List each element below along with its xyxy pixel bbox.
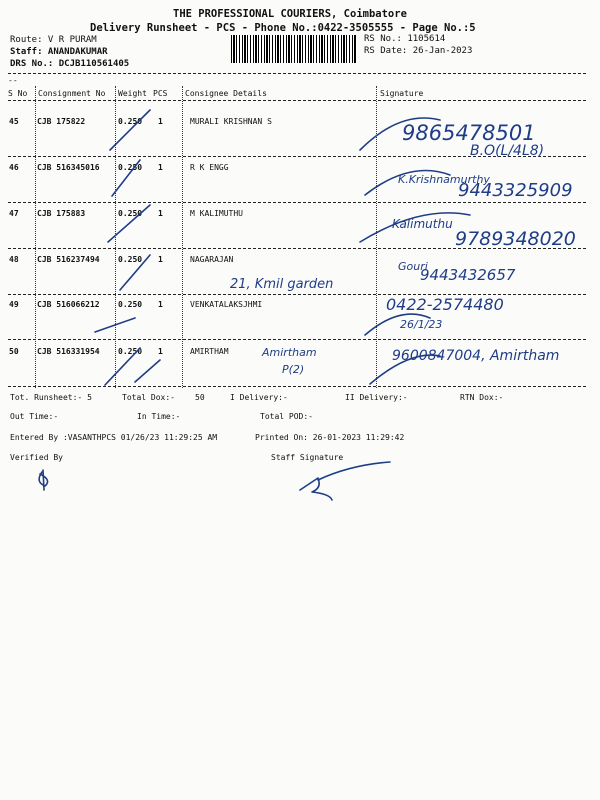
i-delivery: I Delivery:-: [230, 393, 288, 402]
ii-delivery: II Delivery:-: [345, 393, 408, 402]
row-sno: 46: [9, 163, 19, 172]
entered-by: Entered By :VASANTHPCS 01/26/23 11:29:25 AM: [10, 433, 218, 442]
out-time: Out Time:-: [10, 412, 59, 421]
row-consignment: CJB 516237494: [37, 255, 100, 264]
row-consignee: AMIRTHAM: [190, 347, 229, 356]
row-sno: 48: [9, 255, 19, 264]
in-time: In Time:-: [137, 412, 181, 421]
hand-row50-pcs: P(2): [282, 363, 305, 376]
row-pcs: 1: [158, 117, 163, 126]
hand-row48-name: Gouri: [398, 260, 428, 273]
row-consignment: CJB 175822: [37, 117, 86, 126]
row-consignment: CJB 516331954: [37, 347, 100, 356]
row-consignment: CJB 175883: [37, 209, 86, 218]
company-title: THE PROFESSIONAL COURIERS, Coimbatore: [173, 8, 407, 20]
verified-signature: [39, 470, 47, 490]
col-weight: Weight: [118, 89, 147, 98]
route-label: Route: V R PURAM: [10, 35, 97, 45]
row-sno: 49: [9, 300, 19, 309]
staff-signature-label: Staff Signature: [271, 453, 344, 462]
row-weight: 0.250: [118, 255, 143, 264]
tick-mark: [112, 160, 143, 196]
row-pcs: 1: [158, 163, 163, 172]
hand-row50-name: Amirtham: [262, 346, 317, 359]
row-weight: 0.250: [118, 163, 143, 172]
hand-row50-phone: 9600847004, Amirtham: [392, 348, 560, 364]
row-pcs: 1: [158, 209, 163, 218]
row-sno: 45: [9, 117, 19, 126]
row-consignee: R K ENGG: [190, 163, 229, 172]
row-consignee: MURALI KRISHNAN S: [190, 117, 272, 126]
hand-row46-name: K.Krishnamurthy: [398, 173, 490, 186]
total-dox-label: Total Dox:-: [122, 393, 175, 402]
row-sno: 50: [9, 347, 19, 356]
row-weight: 0.250: [118, 300, 143, 309]
hand-row45-note: B.O(L/4L8): [470, 143, 545, 159]
tick-mark: [120, 255, 150, 290]
printed-on: Printed On: 26-01-2023 11:29:42: [255, 433, 405, 442]
verified-by: Verified By: [10, 453, 63, 462]
row-weight: 0.250: [118, 347, 143, 356]
tick-mark: [110, 110, 150, 150]
row-consignee: M KALIMUTHU: [190, 209, 243, 218]
divider-marks: --: [8, 76, 18, 85]
hand-row48-address: 21, Kmil garden: [230, 277, 334, 292]
row-pcs: 1: [158, 255, 163, 264]
row-pcs: 1: [158, 347, 163, 356]
col-consignee: Consignee Details: [185, 89, 267, 98]
staff-label: Staff: ANANDAKUMAR: [10, 47, 108, 57]
staff-signature: [300, 462, 390, 500]
tick-mark: [108, 205, 150, 242]
row-consignee: VENKATALAKSJHMI: [190, 300, 263, 309]
row-consignment: CJB 516345016: [37, 163, 100, 172]
tick-mark: [105, 347, 143, 385]
tick-mark: [95, 318, 135, 332]
hand-row48-phone: 9443432657: [420, 266, 516, 284]
total-pod: Total POD:-: [260, 412, 313, 421]
row-consignee: NAGARAJAN: [190, 255, 234, 264]
hand-row46-phone: 9443325909: [458, 180, 573, 201]
drs-number: DRS No.: DCJB110561405: [10, 59, 130, 69]
col-pcs: PCS: [153, 89, 168, 98]
row-pcs: 1: [158, 300, 163, 309]
row-sno: 47: [9, 209, 19, 218]
hand-row49-date: 26/1/23: [400, 318, 443, 331]
runsheet-subtitle: Delivery Runsheet - PCS - Phone No.:0422-3505555 - Page No.:5: [90, 22, 476, 34]
col-consignment: Consignment No: [38, 89, 106, 98]
hand-row47-phone: 9789348020: [455, 228, 576, 250]
col-signature: Signature: [380, 89, 424, 98]
rtn-dox: RTN Dox:-: [460, 393, 504, 402]
rs-date: RS Date: 26-Jan-2023: [364, 46, 473, 56]
row-weight: 0.250: [118, 209, 143, 218]
total-dox-value: 50: [195, 393, 205, 402]
hand-row47-name: Kalimuthu: [392, 217, 453, 231]
tot-runsheet: Tot. Runsheet:- 5: [10, 393, 92, 402]
col-sno: S No: [8, 89, 28, 98]
row-consignment: CJB 516066212: [37, 300, 100, 309]
row-weight: 0.250: [118, 117, 143, 126]
hand-row49-phone: 0422-2574480: [386, 295, 504, 314]
tick-mark: [135, 360, 160, 382]
hand-row45-phone: 9865478501: [402, 121, 536, 145]
rs-number: RS No.: 1105614: [364, 34, 446, 44]
